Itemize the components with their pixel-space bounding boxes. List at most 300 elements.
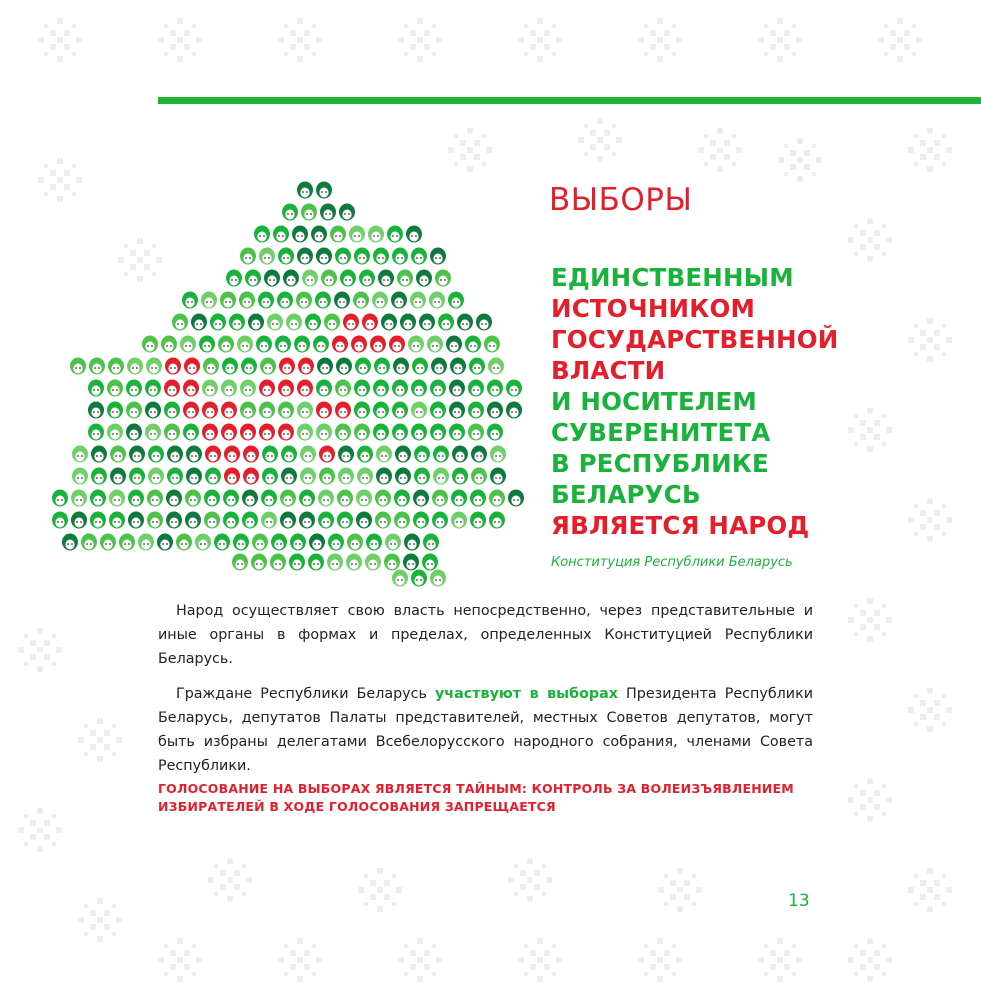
person-icon (277, 292, 293, 309)
paragraph-2 (158, 682, 813, 778)
paragraph-2-start: Граждане Республики Беларусь (176, 686, 435, 702)
person-icon (366, 534, 382, 551)
person-icon (430, 570, 446, 587)
person-icon (220, 292, 236, 309)
person-icon (242, 490, 258, 507)
person-icon (183, 402, 199, 419)
person-icon (107, 402, 123, 419)
person-icon (129, 468, 145, 485)
person-icon (294, 336, 310, 353)
person-icon (337, 512, 353, 529)
person-icon (435, 270, 451, 287)
person-icon (129, 446, 145, 463)
person-icon (362, 314, 378, 331)
person-icon (450, 358, 466, 375)
person-icon (237, 336, 253, 353)
person-icon (100, 534, 116, 551)
person-icon (335, 248, 351, 265)
person-icon (385, 534, 401, 551)
person-icon (164, 424, 180, 441)
person-icon (400, 314, 416, 331)
person-icon (245, 270, 261, 287)
quote-line: БЕЛАРУСЬ (551, 480, 701, 509)
person-icon (316, 380, 332, 397)
person-icon (233, 534, 249, 551)
person-icon (259, 424, 275, 441)
person-icon (449, 402, 465, 419)
person-icon (299, 512, 315, 529)
person-icon (372, 292, 388, 309)
person-icon (301, 204, 317, 221)
person-icon (145, 402, 161, 419)
person-icon (404, 534, 420, 551)
person-icon (373, 402, 389, 419)
page-title: ВЫБОРЫ (549, 182, 693, 218)
person-icon (416, 270, 432, 287)
person-icon (164, 402, 180, 419)
person-icon (205, 446, 221, 463)
person-icon (468, 424, 484, 441)
person-icon (355, 358, 371, 375)
person-icon (354, 424, 370, 441)
person-icon (145, 380, 161, 397)
person-icon (330, 226, 346, 243)
person-icon (370, 336, 386, 353)
person-icon (430, 380, 446, 397)
person-icon (508, 490, 524, 507)
person-icon (397, 270, 413, 287)
person-icon (470, 512, 486, 529)
person-icon (218, 336, 234, 353)
person-icon (278, 402, 294, 419)
person-icon (214, 534, 230, 551)
person-icon (321, 270, 337, 287)
person-icon (354, 380, 370, 397)
person-icon (202, 402, 218, 419)
person-icon (349, 226, 365, 243)
person-icon (262, 468, 278, 485)
person-icon (403, 554, 419, 571)
person-icon (320, 204, 336, 221)
person-icon (408, 336, 424, 353)
person-icon (376, 468, 392, 485)
person-icon (229, 314, 245, 331)
person-icon (240, 380, 256, 397)
person-icon (316, 182, 332, 199)
person-icon (432, 490, 448, 507)
person-icon (451, 490, 467, 507)
person-icon (126, 402, 142, 419)
person-icon (89, 358, 105, 375)
person-icon (223, 490, 239, 507)
person-icon (357, 446, 373, 463)
person-icon (374, 358, 390, 375)
person-icon (72, 446, 88, 463)
person-icon (354, 248, 370, 265)
person-icon (199, 336, 215, 353)
person-icon (452, 468, 468, 485)
person-icon (347, 534, 363, 551)
person-icon (204, 512, 220, 529)
quote-line: ГОСУДАРСТВЕННОЙ (551, 325, 839, 354)
person-icon (296, 292, 312, 309)
person-icon (319, 468, 335, 485)
person-icon (110, 468, 126, 485)
person-icon (167, 446, 183, 463)
person-icon (393, 358, 409, 375)
person-icon (203, 358, 219, 375)
person-icon (412, 358, 428, 375)
person-icon (128, 512, 144, 529)
person-icon (351, 336, 367, 353)
person-icon (299, 490, 315, 507)
person-icon (413, 512, 429, 529)
person-icon (343, 314, 359, 331)
person-icon (148, 446, 164, 463)
person-icon (195, 534, 211, 551)
person-icon (278, 248, 294, 265)
person-icon (506, 402, 522, 419)
person-icon (109, 512, 125, 529)
person-icon (411, 248, 427, 265)
person-icon (185, 490, 201, 507)
person-icon (271, 534, 287, 551)
person-icon (70, 358, 86, 375)
person-icon (62, 534, 78, 551)
person-icon (252, 534, 268, 551)
person-icon (222, 358, 238, 375)
person-icon (282, 204, 298, 221)
person-icon (232, 554, 248, 571)
person-icon (332, 336, 348, 353)
person-icon (202, 380, 218, 397)
paragraph-2-highlight: участвуют в выборах (434, 686, 618, 702)
person-icon (411, 402, 427, 419)
person-icon (427, 336, 443, 353)
person-icon (300, 446, 316, 463)
person-icon (338, 468, 354, 485)
person-icon (223, 512, 239, 529)
person-icon (145, 424, 161, 441)
person-icon (339, 204, 355, 221)
person-icon (419, 314, 435, 331)
person-icon (335, 380, 351, 397)
person-icon (365, 554, 381, 571)
quote-line: СУВЕРЕНИТЕТА (551, 418, 771, 447)
person-icon (506, 380, 522, 397)
person-icon (275, 336, 291, 353)
person-icon (356, 490, 372, 507)
person-icon (128, 490, 144, 507)
person-icon (387, 226, 403, 243)
person-icon (280, 490, 296, 507)
person-icon (90, 512, 106, 529)
person-icon (278, 424, 294, 441)
person-icon (395, 446, 411, 463)
person-icon (392, 402, 408, 419)
person-icon (328, 534, 344, 551)
person-icon (184, 358, 200, 375)
person-icon (224, 446, 240, 463)
person-icon (431, 358, 447, 375)
person-icon (164, 380, 180, 397)
person-icon (446, 336, 462, 353)
person-icon (315, 292, 331, 309)
person-icon (240, 402, 256, 419)
person-icon (281, 446, 297, 463)
person-icon (414, 446, 430, 463)
person-icon (259, 380, 275, 397)
person-icon (146, 358, 162, 375)
person-icon (72, 468, 88, 485)
person-icon (107, 380, 123, 397)
person-icon (373, 424, 389, 441)
person-icon (127, 358, 143, 375)
person-icon (243, 446, 259, 463)
person-icon (165, 358, 181, 375)
person-icon (335, 402, 351, 419)
person-icon (457, 314, 473, 331)
person-icon (392, 248, 408, 265)
person-icon (422, 554, 438, 571)
person-icon (389, 336, 405, 353)
person-icon (334, 292, 350, 309)
person-icon (182, 292, 198, 309)
person-icon (433, 468, 449, 485)
person-icon (186, 468, 202, 485)
person-icon (449, 380, 465, 397)
person-icon (147, 490, 163, 507)
person-icon (305, 314, 321, 331)
quote-line: ИСТОЧНИКОМ (551, 294, 756, 323)
person-icon (406, 226, 422, 243)
person-icon (452, 446, 468, 463)
person-icon (286, 314, 302, 331)
person-icon (126, 424, 142, 441)
person-icon (300, 468, 316, 485)
person-icon (88, 380, 104, 397)
person-icon (256, 336, 272, 353)
person-icon (414, 468, 430, 485)
person-icon (297, 182, 313, 199)
person-icon (318, 512, 334, 529)
person-icon (240, 424, 256, 441)
person-icon (394, 512, 410, 529)
person-icon (337, 490, 353, 507)
person-icon (327, 554, 343, 571)
page-number: 13 (788, 891, 810, 911)
person-icon (394, 490, 410, 507)
person-icon (90, 490, 106, 507)
person-icon (297, 424, 313, 441)
person-icon (336, 358, 352, 375)
person-icon (468, 380, 484, 397)
person-icon (88, 402, 104, 419)
paragraph-2-end: Президента Республики Беларусь, депутатов Палаты представителей, местных Советов депутатов, могут быть избраны делегатами Всебелорусского народного собрания, членами Совета Республики. (158, 686, 814, 774)
person-icon (317, 358, 333, 375)
person-icon (279, 358, 295, 375)
person-icon (264, 270, 280, 287)
person-icon (290, 534, 306, 551)
person-icon (91, 446, 107, 463)
person-icon (71, 490, 87, 507)
person-icon (186, 446, 202, 463)
person-icon (487, 402, 503, 419)
quote-line: ЕДИНСТВЕННЫМ (551, 263, 794, 292)
person-icon (410, 292, 426, 309)
person-icon (138, 534, 154, 551)
person-icon (392, 380, 408, 397)
person-icon (280, 512, 296, 529)
person-icon (201, 292, 217, 309)
person-icon (281, 468, 297, 485)
person-icon (183, 380, 199, 397)
person-icon (429, 292, 445, 309)
person-icon (319, 446, 335, 463)
person-icon (204, 490, 220, 507)
person-icon (147, 512, 163, 529)
person-icon (81, 534, 97, 551)
person-icon (108, 358, 124, 375)
person-icon (258, 292, 274, 309)
person-icon (260, 358, 276, 375)
person-icon (411, 424, 427, 441)
notice-line-2: ИЗБИРАТЕЛЕЙ В ХОДЕ ГОЛОСОВАНИЯ ЗАПРЕЩАЕТСЯ (158, 799, 556, 814)
person-icon (376, 446, 392, 463)
person-icon (224, 468, 240, 485)
person-icon (191, 314, 207, 331)
person-icon (368, 226, 384, 243)
person-icon (484, 336, 500, 353)
person-icon (259, 402, 275, 419)
person-icon (465, 336, 481, 353)
person-icon (488, 358, 504, 375)
person-icon (148, 468, 164, 485)
person-icon (357, 468, 373, 485)
person-icon (221, 380, 237, 397)
person-icon (308, 554, 324, 571)
person-icon (278, 380, 294, 397)
person-icon (490, 446, 506, 463)
person-icon (119, 534, 135, 551)
person-icon (356, 512, 372, 529)
person-icon (392, 424, 408, 441)
person-icon (259, 248, 275, 265)
quote-line: ЯВЛЯЕТСЯ НАРОД (551, 511, 810, 540)
person-icon (318, 490, 334, 507)
paragraph-1: Народ осуществляет свою власть непосредственно, через представительные и иные органы в формах и пределах, определенных Конституцией Республики Беларусь. (158, 603, 813, 667)
person-icon (273, 226, 289, 243)
person-icon (261, 512, 277, 529)
person-icon (489, 490, 505, 507)
person-icon (242, 512, 258, 529)
person-icon (241, 358, 257, 375)
secret-ballot-notice (158, 780, 794, 816)
person-icon (311, 226, 327, 243)
person-icon (438, 314, 454, 331)
person-icon (180, 336, 196, 353)
person-icon (302, 270, 318, 287)
person-icon (476, 314, 492, 331)
person-icon (298, 358, 314, 375)
person-icon (470, 490, 486, 507)
person-icon (88, 424, 104, 441)
person-icon (411, 570, 427, 587)
person-icon (161, 336, 177, 353)
person-icon (468, 402, 484, 419)
person-icon (221, 402, 237, 419)
person-icon (172, 314, 188, 331)
person-icon (316, 402, 332, 419)
person-icon (157, 534, 173, 551)
person-icon (448, 292, 464, 309)
person-icon (487, 424, 503, 441)
person-icon (261, 490, 277, 507)
person-icon (373, 248, 389, 265)
person-icon (451, 512, 467, 529)
person-icon (110, 446, 126, 463)
person-icon (248, 314, 264, 331)
person-icon (71, 512, 87, 529)
person-icon (381, 314, 397, 331)
person-icon (384, 554, 400, 571)
person-icon (167, 468, 183, 485)
person-icon (354, 402, 370, 419)
person-icon (166, 512, 182, 529)
person-icon (392, 570, 408, 587)
person-icon (226, 270, 242, 287)
person-icon (335, 424, 351, 441)
person-icon (221, 424, 237, 441)
person-icon (411, 380, 427, 397)
person-icon (254, 226, 270, 243)
person-icon (240, 248, 256, 265)
person-icon (205, 468, 221, 485)
person-icon (210, 314, 226, 331)
person-icon (316, 248, 332, 265)
person-icon (202, 424, 218, 441)
person-icon (283, 270, 299, 287)
person-icon (243, 468, 259, 485)
notice-line-1: ГОЛОСОВАНИЕ НА ВЫБОРАХ ЯВЛЯЕТСЯ ТАЙНЫМ: КОНТРОЛЬ ЗА ВОЛЕИЗЪЯВЛЕНИЕМ (158, 781, 794, 796)
person-icon (487, 380, 503, 397)
person-icon (309, 534, 325, 551)
person-icon (267, 314, 283, 331)
person-icon (292, 226, 308, 243)
person-icon (324, 314, 340, 331)
person-icon (430, 424, 446, 441)
person-icon (126, 380, 142, 397)
person-icon (142, 336, 158, 353)
person-icon (251, 554, 267, 571)
person-icon (340, 270, 356, 287)
person-icon (449, 424, 465, 441)
person-icon (185, 512, 201, 529)
person-icon (423, 534, 439, 551)
person-icon (375, 512, 391, 529)
person-icon (107, 424, 123, 441)
person-icon (391, 292, 407, 309)
person-icon (489, 512, 505, 529)
person-icon (432, 512, 448, 529)
person-icon (289, 554, 305, 571)
quote-line: ВЛАСТИ (551, 356, 666, 385)
person-icon (430, 402, 446, 419)
person-icon (346, 554, 362, 571)
quote-source: Конституция Республики Беларусь (551, 555, 793, 570)
person-icon (375, 490, 391, 507)
person-icon (166, 490, 182, 507)
